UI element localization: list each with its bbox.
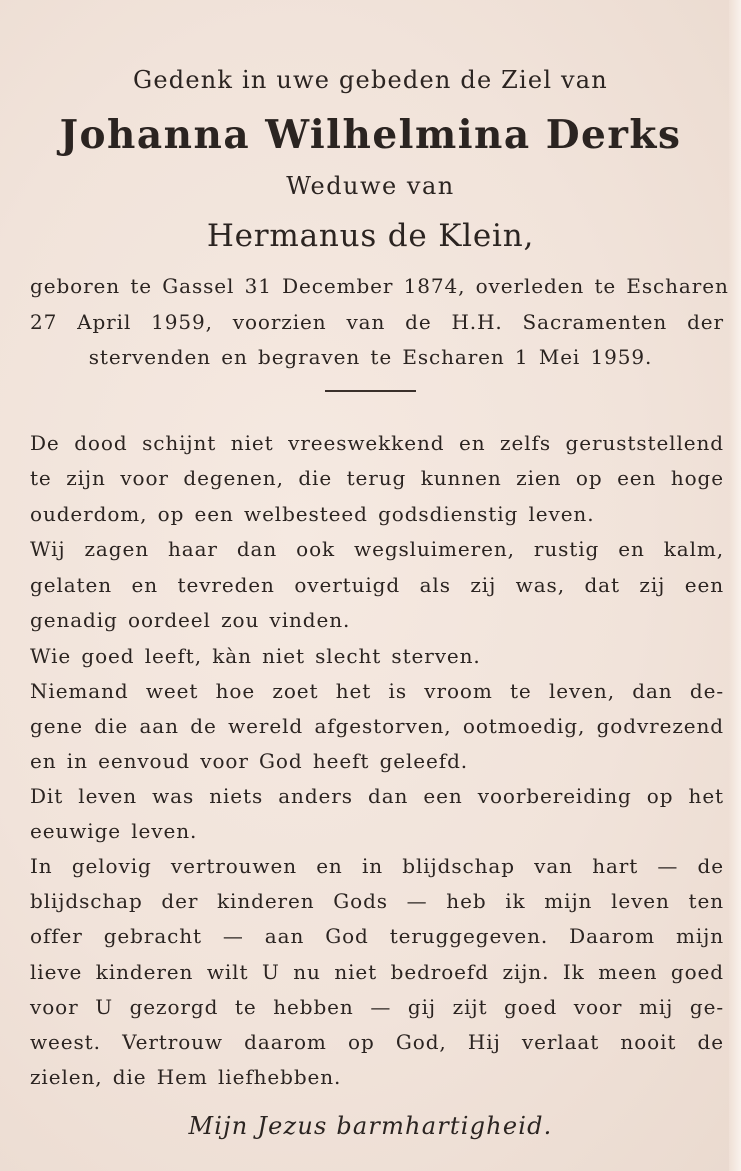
body-line: en in eenvoud voor God heeft geleefd.	[30, 749, 469, 773]
body-line: genadig oordeel zou vinden.	[30, 608, 351, 632]
details-line: stervenden en begraven te Escharen 1 Mei 1959.	[88, 345, 653, 369]
body-line: te zijn voor degenen, die terug kunnen zien op een hoge	[30, 466, 724, 490]
body-line: ouderdom, op een welbesteed godsdienstig leven.	[30, 502, 595, 526]
intro-line: Gedenk in uwe gebeden de Ziel van	[133, 66, 608, 94]
details-line: geboren te Gassel 31 December 1874, overleden te Escharen	[30, 274, 729, 298]
husband-name: Hermanus de Klein,	[206, 218, 535, 254]
body-line: Dit leven was niets anders dan een voorbereiding op het	[30, 784, 724, 808]
body-line: voor U gezorgd te hebben — gij zijt goed voor mij ge-	[30, 995, 724, 1019]
widow-line: Weduwe van	[286, 172, 455, 200]
body-line: gene die aan de wereld afgestorven, ootmoedig, godvrezend	[30, 714, 724, 738]
body-line: Wie goed leeft, kàn niet slecht sterven.	[30, 644, 481, 668]
details-line: 27 April 1959, voorzien van de H.H. Sacramenten der	[30, 310, 724, 334]
body-line: Wij zagen haar dan ook wegsluimeren, rustig en kalm,	[30, 537, 724, 561]
body-line: Niemand weet hoe zoet het is vroom te leven, dan de-	[30, 679, 724, 703]
divider	[325, 390, 416, 392]
body-line: In gelovig vertrouwen en in blijdschap van hart — de	[30, 854, 724, 878]
body-line: weest. Vertrouw daarom op God, Hij verlaat nooit de	[30, 1030, 724, 1054]
body-line: eeuwige leven.	[30, 819, 198, 843]
deceased-name: Johanna Wilhelmina Derks	[59, 112, 682, 158]
body-line: blijdschap der kinderen Gods — heb ik mijn leven ten	[30, 889, 724, 913]
body-line: zielen, die Hem liefhebben.	[30, 1065, 342, 1089]
body-line: lieve kinderen wilt U nu niet bedroefd zijn. Ik meen goed	[30, 960, 724, 984]
body-line: De dood schijnt niet vreeswekkend en zelfs geruststellend	[30, 431, 724, 455]
closing-prayer: Mijn Jezus barmhartigheid.	[188, 1112, 553, 1140]
body-line: gelaten en tevreden overtuigd als zij was, dat zij een	[30, 573, 724, 597]
body-line: offer gebracht — aan God teruggegeven. Daarom mijn	[30, 924, 724, 948]
